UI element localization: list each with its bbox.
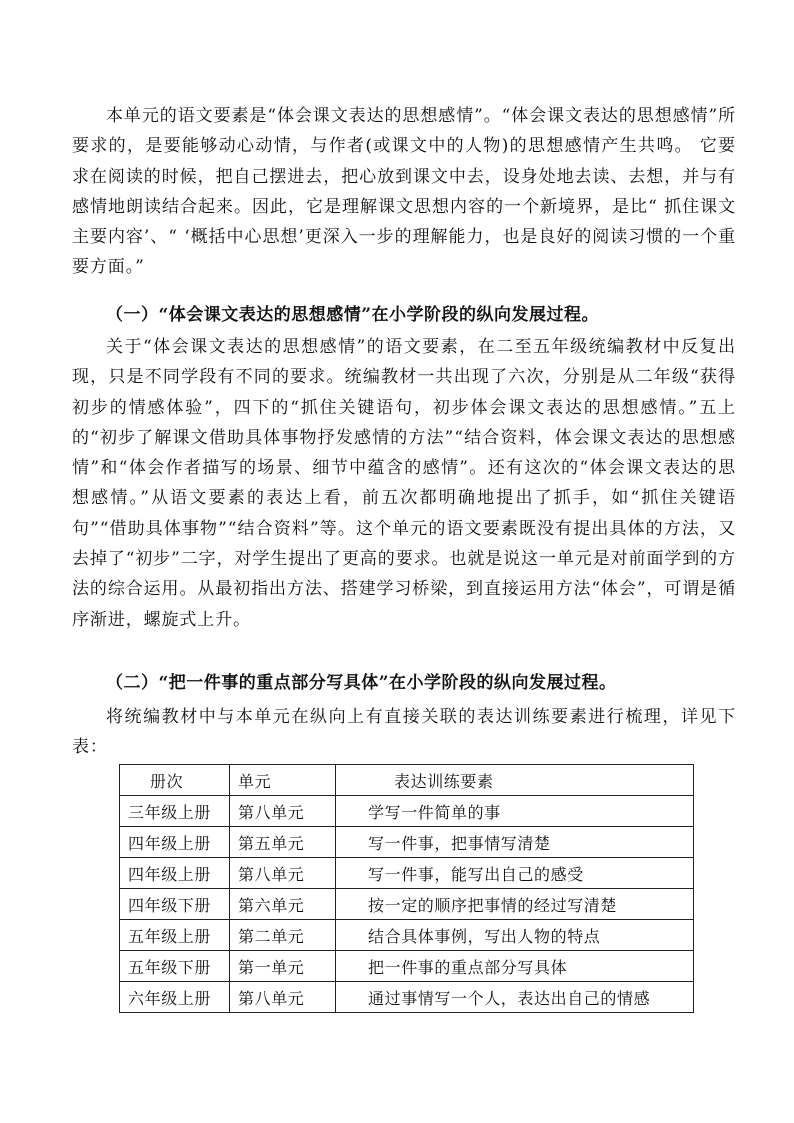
cell-unit: 第八单元 — [230, 796, 336, 827]
cell-training-element: 写一件事，把事情写清楚 — [336, 827, 694, 858]
header-unit: 单元 — [230, 765, 336, 796]
cell-volume: 六年级上册 — [120, 982, 230, 1013]
cell-unit: 第八单元 — [230, 982, 336, 1013]
cell-unit: 第五单元 — [230, 827, 336, 858]
cell-volume: 五年级上册 — [120, 920, 230, 951]
cell-volume: 三年级上册 — [120, 796, 230, 827]
section-1-paragraph: 关于“体会课文表达的思想感情”的语文要素，在二至五年级统编教材中反复出现，只是不同学段有不同的要求。统编教材一共出现了六次，分别是从二年级“获得初步的情感体验”，四下的“抓住关键语句，初步体会课文表达的思想感情。”五上的“初步了解课文借助具体事物抒发感情的方法”“结合资料，体会课文表达的思想感情”和“体会作者描写的场景、细节中蕴含的感情”。还有这次的“体会课文表达的思想感情。”从语文要素的表达上看，前五次都明确地提出了抓手，如“抓住关键语句”“借助具体事物”“结合资料”等。这个单元的语文要素既没有提出具体的方法，又去掉了“初步”二字，对学生提出了更高的要求。也就是说这一单元是对前面学到的方法的综合运用。从最初指出方法、搭建学习桥梁，到直接运用方法“体会”，可谓是循序渐进，螺旋式上升。 — [72, 337, 736, 630]
cell-training-element: 通过事情写一个人，表达出自己的情感 — [336, 982, 694, 1013]
cell-training-element: 把一件事的重点部分写具体 — [336, 951, 694, 982]
table-row — [120, 920, 694, 951]
cell-unit: 第一单元 — [230, 951, 336, 982]
cell-volume: 四年级上册 — [120, 858, 230, 889]
table-row — [120, 796, 694, 827]
section-2-paragraph: 将统编教材中与本单元在纵向上有直接关联的表达训练要素进行梳理，详见下表： — [72, 707, 736, 758]
table-row — [120, 951, 694, 982]
cell-training-element: 学写一件简单的事 — [336, 796, 694, 827]
expression-training-table — [119, 764, 694, 1013]
cell-unit: 第八单元 — [230, 858, 336, 889]
table-row — [120, 889, 694, 920]
table-row — [120, 827, 694, 858]
cell-volume: 五年级下册 — [120, 951, 230, 982]
cell-training-element: 按一定的顺序把事情的经过写清楚 — [336, 889, 694, 920]
header-volume: 册次 — [120, 765, 230, 796]
cell-unit: 第二单元 — [230, 920, 336, 951]
cell-volume: 四年级下册 — [120, 889, 230, 920]
cell-training-element: 结合具体事例，写出人物的特点 — [336, 920, 694, 951]
cell-training-element: 写一件事，能写出自己的感受 — [336, 858, 694, 889]
section-1-heading: （一）“体会课文表达的思想感情”在小学阶段的纵向发展过程。 — [106, 305, 600, 325]
cell-volume: 四年级上册 — [120, 827, 230, 858]
cell-unit: 第六单元 — [230, 889, 336, 920]
table-row — [120, 858, 694, 889]
table-header-row — [120, 765, 694, 796]
table-row — [120, 982, 694, 1013]
intro-paragraph: 本单元的语文要素是“体会课文表达的思想感情”。“体会课文表达的思想感情”所要求的，是要能够动心动情，与作者(或课文中的人物)的思想感情产生共鸣。 它要求在阅读的时候，把自己摆进去，把心放到课文中去，设身处地去读、去想，并与有感情地朗读结合起来。因此，它是理解课文思想内容的一个新境界，是比“ 抓住课文主要内容’、“ ‘概括中心思想’更深入一步的理解能力，也是良好的阅读习惯的一个重要方面。” — [72, 106, 736, 278]
section-2-heading: （二）“把一件事的重点部分写具体”在小学阶段的纵向发展过程。 — [106, 673, 617, 693]
header-training-element: 表达训练要素 — [336, 765, 694, 796]
